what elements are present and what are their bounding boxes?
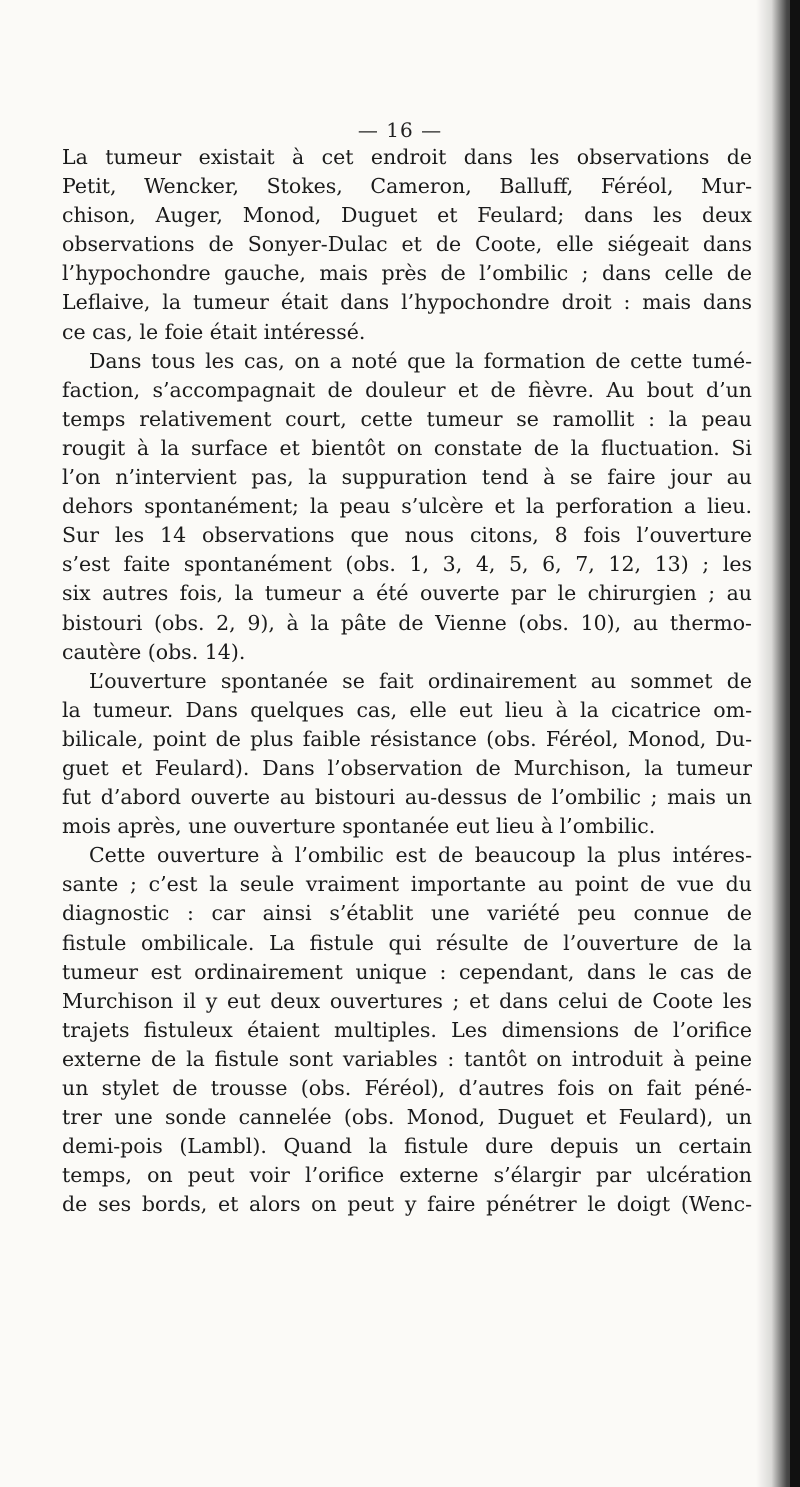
text-line: L’ouverture spontanée se fait ordinairement au sommet de xyxy=(89,668,752,693)
text-line: Petit, Wencker, Stokes, Cameron, Balluff, Féréol, Mur- xyxy=(62,174,752,199)
body-text xyxy=(62,143,752,1219)
text-line: rougit à la surface et bientôt on constate de la fluctuation. Si xyxy=(62,435,752,460)
text-line: trer une sonde cannelée (obs. Monod, Duguet et Feulard), un xyxy=(62,1105,752,1130)
binding-edge xyxy=(790,0,800,1487)
text-line: chison, Auger, Monod, Duguet et Feulard; dans les deux xyxy=(62,203,752,228)
text-line: guet et Feulard). Dans l’observation de Murchison, la tumeur xyxy=(62,755,752,780)
text-line: demi-pois (Lambl). Quand la fistule dure depuis un certain xyxy=(62,1134,752,1159)
text-line: l’hypochondre gauche, mais près de l’ombilic ; dans celle de xyxy=(62,261,752,286)
text-line: tumeur est ordinairement unique : cependant, dans le cas de xyxy=(62,959,752,984)
text-line: Dans tous les cas, on a noté que la formation de cette tumé- xyxy=(89,348,752,373)
text-line: observations de Sonyer-Dulac et de Coote, elle siégeait dans xyxy=(62,232,752,257)
text-line: de ses bords, et alors on peut y faire pénétrer le doigt (Wenc- xyxy=(62,1192,752,1217)
text-line: trajets fistuleux étaient multiples. Les dimensions de l’orifice xyxy=(62,1017,752,1042)
text-line: Cette ouverture à l’ombilic est de beaucoup la plus intéres- xyxy=(89,843,752,868)
text-line: bistouri (obs. 2, 9), à la pâte de Vienne (obs. 10), au thermo- xyxy=(62,610,752,635)
text-line: Murchison il y eut deux ouvertures ; et dans celui de Coote les xyxy=(62,988,752,1013)
text-line: mois après, une ouverture spontanée eut lieu à l’ombilic. xyxy=(62,814,656,839)
text-line: Sur les 14 observations que nous citons, 8 fois l’ouverture xyxy=(62,523,752,548)
text-line: fistule ombilicale. La fistule qui résulte de l’ouverture de la xyxy=(62,930,752,955)
text-line: faction, s’accompagnait de douleur et de fièvre. Au bout d’un xyxy=(62,377,752,402)
text-line: diagnostic : car ainsi s’établit une variété peu connue de xyxy=(62,901,752,926)
text-line: dehors spontanément; la peau s’ulcère et la perforation a lieu. xyxy=(62,494,752,519)
text-line: ce cas, le foie était intéressé. xyxy=(62,319,366,344)
text-line: cautère (obs. 14). xyxy=(62,639,246,664)
text-line: s’est faite spontanément (obs. 1, 3, 4, 5, 6, 7, 12, 13) ; les xyxy=(62,552,752,577)
text-line: externe de la fistule sont variables : tantôt on introduit à peine xyxy=(62,1046,752,1071)
text-line: la tumeur. Dans quelques cas, elle eut lieu à la cicatrice om- xyxy=(62,697,752,722)
text-line: temps, on peut voir l’orifice externe s’élargir par ulcération xyxy=(62,1163,752,1188)
text-line: l’on n’intervient pas, la suppuration tend à se faire jour au xyxy=(62,465,752,490)
text-line: sante ; c’est la seule vraiment importante au point de vue du xyxy=(62,872,752,897)
page-number: — 16 — xyxy=(357,118,443,142)
text-line: un stylet de trousse (obs. Féréol), d’autres fois on fait péné- xyxy=(62,1076,752,1100)
text-line: Leflaive, la tumeur était dans l’hypochondre droit : mais dans xyxy=(62,290,752,315)
text-line: six autres fois, la tumeur a été ouverte par le chirurgien ; au xyxy=(62,581,752,606)
text-line: temps relativement court, cette tumeur se ramollit : la peau xyxy=(62,406,752,431)
text-line: bilicale, point de plus faible résistance (obs. Féréol, Monod, Du- xyxy=(62,726,752,751)
text-line: La tumeur existait à cet endroit dans les observations de xyxy=(62,145,752,169)
text-line: fut d’abord ouverte au bistouri au-dessus de l’ombilic ; mais un xyxy=(62,785,752,810)
